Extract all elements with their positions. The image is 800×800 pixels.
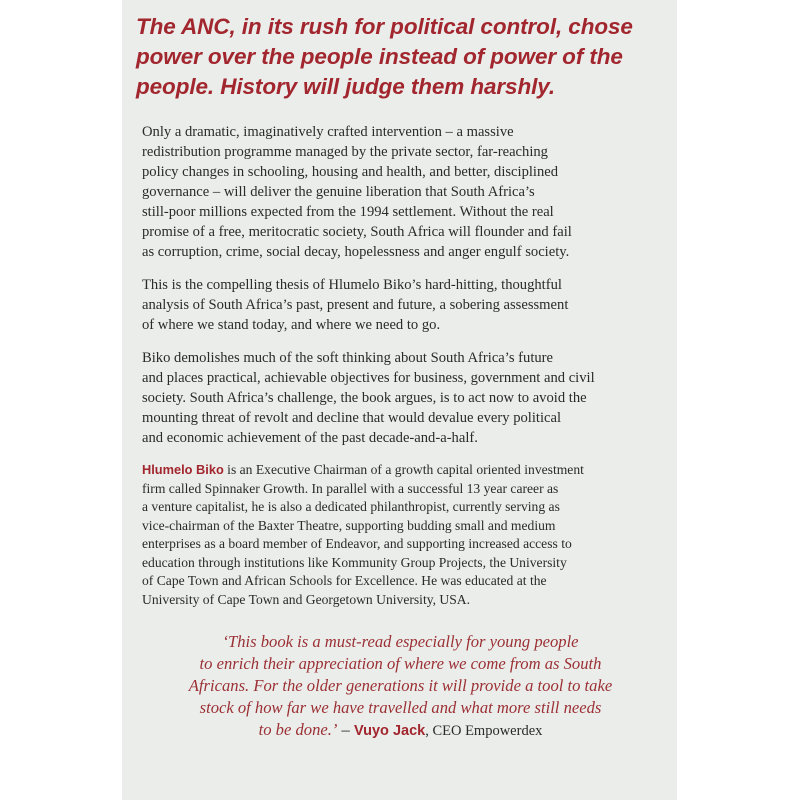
quote-author-role: , CEO Empowerdex xyxy=(425,723,543,739)
author-bio xyxy=(142,461,665,609)
quote-dash: – xyxy=(337,720,354,739)
book-back-cover xyxy=(122,0,677,800)
quote-text: ‘This book is a must-read especially for young people to enrich their appreciation of where we come from as South Africans. For the older generations it will provide a tool to take stock of how far we have travelled and what more still needs to be done.’ xyxy=(188,632,613,739)
quote-author: Vuyo Jack xyxy=(354,723,426,739)
blurb-paragraph-3: Biko demolishes much of the soft thinking about South Africa’s future and places practical, achievable objectives for business, government and civil society. South Africa’s challenge, the book argues, is to act now to avoid the mounting threat of revolt and decline that would devalue every political and economic achievement of the past decade-and-a-half. xyxy=(142,350,595,446)
headline: The ANC, in its rush for political control, chose power over the people instead of power of the people. History will judge them harshly. xyxy=(136,14,633,99)
blurb-paragraph-1: Only a dramatic, imaginatively crafted intervention – a massive redistribution programme managed by the private sector, far-reaching policy changes in schooling, housing and health, and better, disciplined governance – will deliver the genuine liberation that South Africa’s still-poor millions expected from the 1994 settlement. Without the real promise of a free, meritocratic society, South Africa will flounder and fail as corruption, crime, social decay, hopelessness and anger engulf society. xyxy=(142,124,572,260)
author-bio-text: is an Executive Chairman of a growth capital oriented investment firm called Spinnaker Growth. In parallel with a successful 13 year career as a venture capitalist, he is also a dedicated philanthropist, currently serving as vice-chairman of the Baxter Theatre, supporting budding small and medium enterprises as a board member of Endeavor, and supporting increased access to education through institutions like Kommunity Group Projects, the University of Cape Town and African Schools for Excellence. He was educated at the University of Cape Town and Georgetown University, USA. xyxy=(142,462,584,607)
author-name: Hlumelo Biko xyxy=(142,462,224,477)
blurb-paragraph-2: This is the compelling thesis of Hlumelo Biko’s hard-hitting, thoughtful analysis of South Africa’s past, present and future, a sobering assessment of where we stand today, and where we need to go. xyxy=(142,277,569,333)
endorsement-quote xyxy=(136,631,665,742)
